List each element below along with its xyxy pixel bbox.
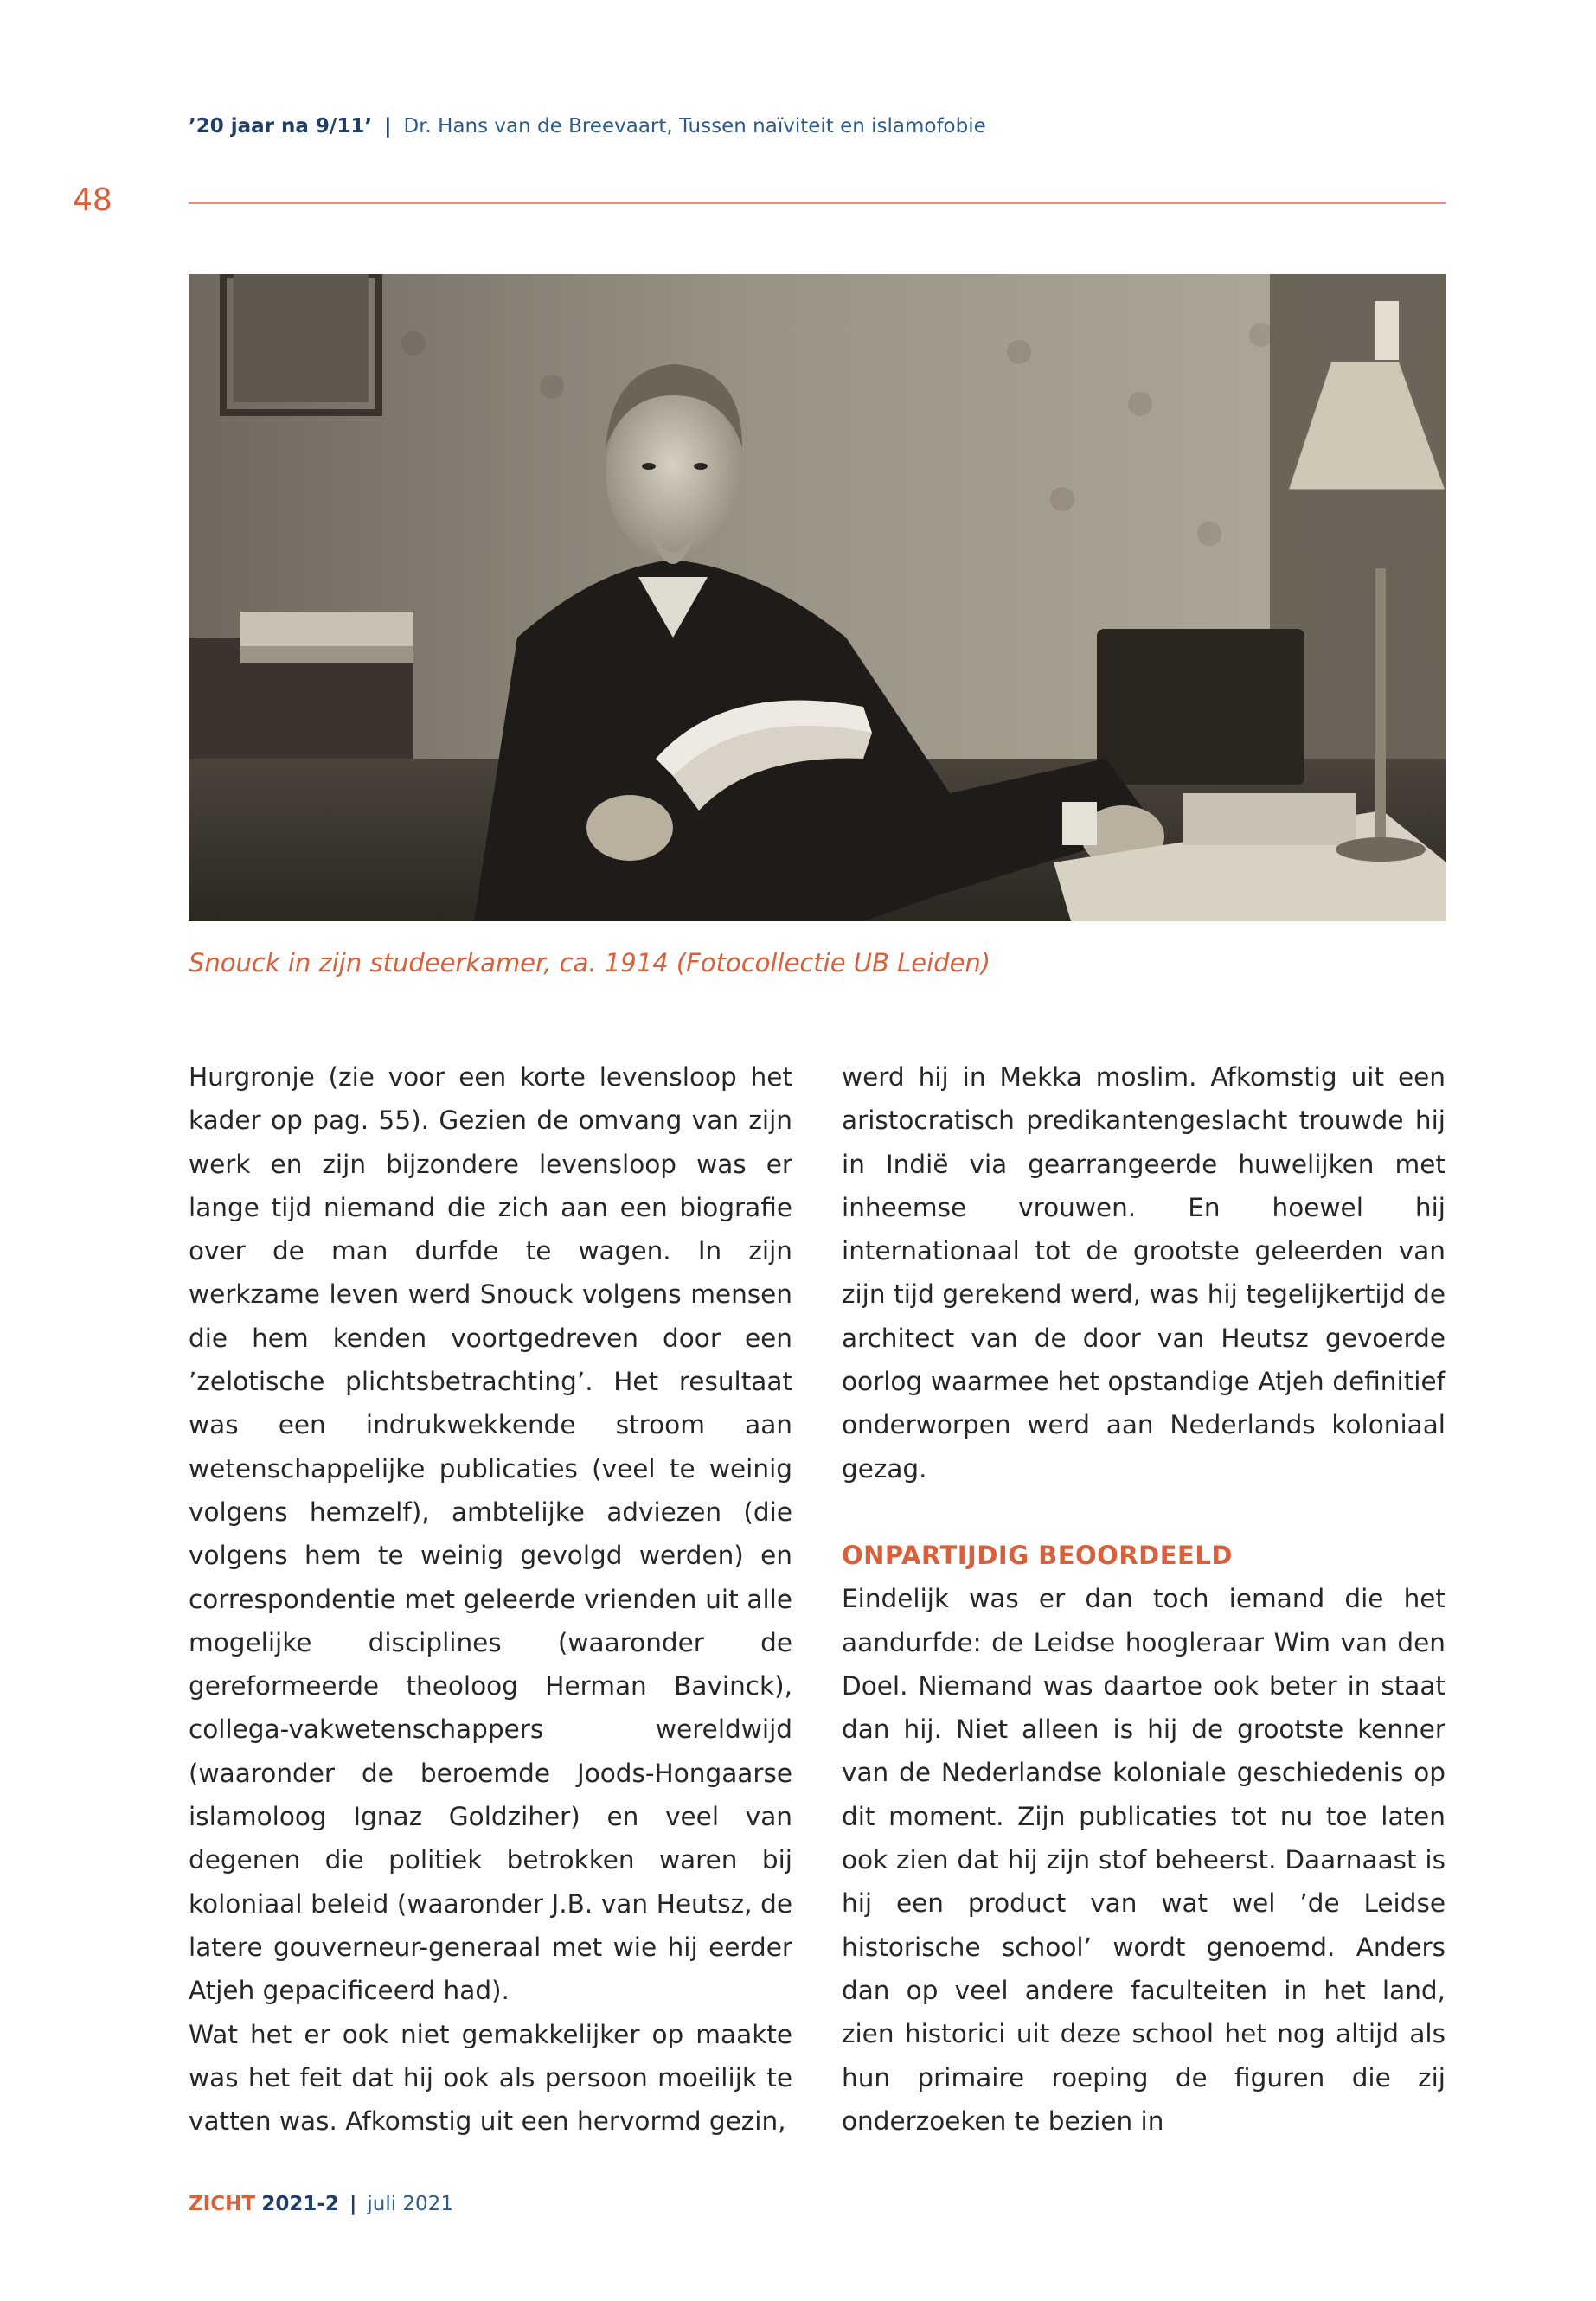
footer-separator: | — [349, 2193, 357, 2215]
header-series: ’20 jaar na 9/11’ — [189, 115, 373, 138]
historical-photo — [189, 274, 1446, 921]
photo-caption: Snouck in zijn studeerkamer, ca. 1914 (Fotocollectie UB Leiden) — [189, 948, 991, 977]
page-number: 48 — [73, 183, 112, 218]
paragraph: Eindelijk was er dan toch iemand die het aandurfde: de Leidse hoogleraar Wim van den Doel. Niemand was daartoe ook beter in staat dan hij. Niet alleen is hij de grootste kenner van de Nederlandse koloniale geschiedenis op dit moment. Zijn publicaties tot nu toe laten ook zien dat hij zijn stof beheerst. Daarnaast is hij een product van wat wel ’de Leidse historische school’ wordt genoemd. Anders dan op veel andere faculteiten in het land, zien historici uit deze school het nog altijd als hun primaire roeping de figuren die zij onderzoeken te bezien in — [842, 1584, 1445, 2136]
paragraph: Wat het er ook niet gemakkelijker op maakte was het feit dat hij ook als persoon moeilijk te vatten was. Afkomstig uit een hervormd gezin, — [189, 2019, 792, 2137]
footer-magazine: ZICHT — [189, 2193, 256, 2215]
running-header — [189, 111, 986, 142]
paragraph: werd hij in Mekka moslim. Afkomstig uit een aristocratisch predikantengeslacht trouwde hij in Indië via gearrangeerde huwelijken met inheemse vrouwen. En hoewel hij internationaal tot de grootste geleerden van zijn tijd gerekend werd, was hij tegelijkertijd de architect van de door van Heutsz gevoerde oorlog waarmee het opstandige Atjeh definitief onderworpen werd aan Nederlands koloniaal gezag. — [842, 1062, 1445, 1484]
footer-issue: 2021-2 — [261, 2193, 339, 2215]
photo-illustration — [189, 274, 1446, 921]
section-heading: ONPARTIJDIG BEOORDEELD — [842, 1540, 1233, 1570]
paragraph: Hurgronje (zie voor een korte levensloop het kader op pag. 55). Gezien de omvang van zijn werk en zijn bijzondere levensloop was er lange tijd niemand die zich aan een biografie over de man durfde te wagen. In zijn werkzame leven werd Snouck volgens mensen die hem kenden voortgedreven door een ’zelotische plichtsbetrachting’. Het resultaat was een indrukwekkende stroom aan wetenschappelijke publicaties (veel te weinig volgens hemzelf), ambtelijke adviezen (die volgens hem te weinig gevolgd werden) en correspondentie met geleerde vrienden uit alle mogelijke disciplines (waaronder de gereformeerde theoloog Herman Bavinck), collega-vakwetenschappers wereldwijd (waaronder de beroemde Joods-Hongaarse islamoloog Ignaz Goldziher) en veel van degenen die politiek betrokken waren bij koloniaal beleid (waaronder J.B. van Heutsz, de latere gouverneur-generaal met wie hij eerder Atjeh gepacificeerd had). — [189, 1062, 792, 2006]
header-separator: | — [384, 115, 392, 138]
header-article-title: Dr. Hans van de Breevaart, Tussen naïviteit en islamofobie — [403, 115, 986, 138]
left-column — [189, 1055, 792, 2143]
page-footer — [189, 2189, 453, 2220]
header-rule — [189, 202, 1446, 204]
right-column — [842, 1055, 1445, 2143]
footer-date: juli 2021 — [367, 2193, 453, 2215]
